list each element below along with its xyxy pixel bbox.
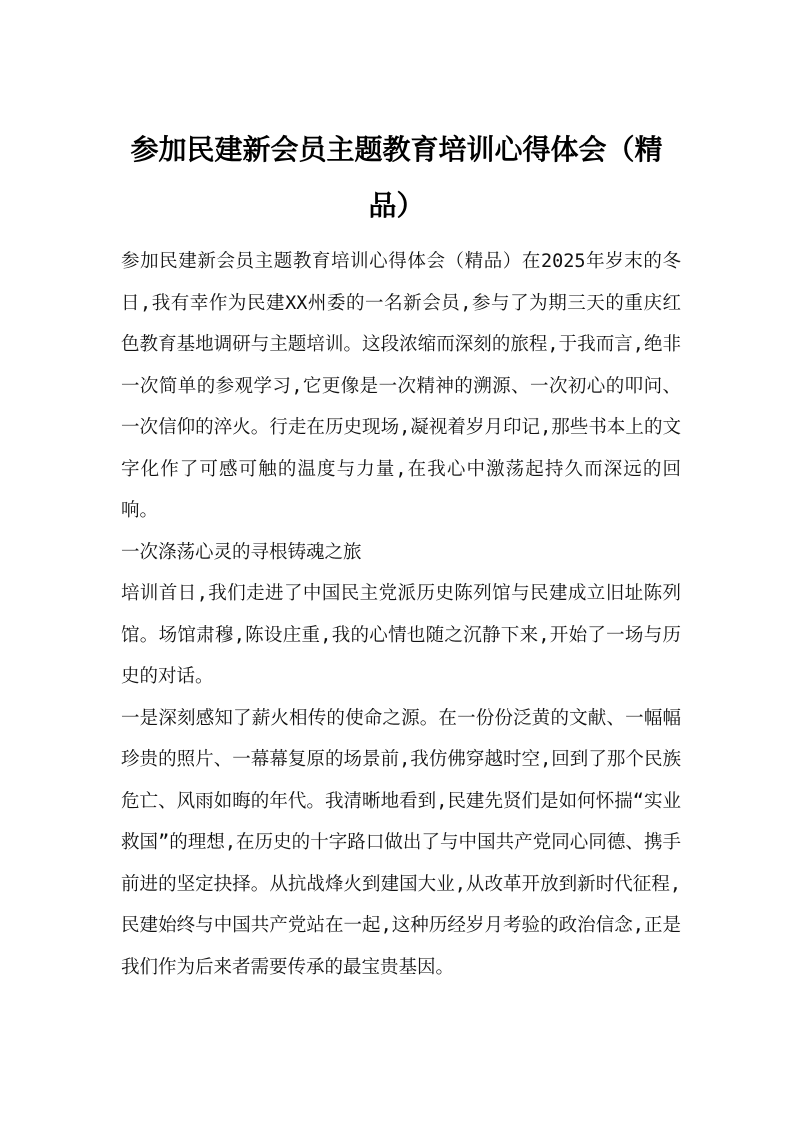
document-body	[121, 241, 681, 988]
paragraph-mission-source: 一是深刻感知了薪火相传的使命之源。在一份份泛黄的文献、一幅幅珍贵的照片、一幕幕复原的场景前,我仿佛穿越时空,回到了那个民族危亡、风雨如晦的年代。我清晰地看到,民建先贤们是如何怀揣“实业救国”的理想,在历史的十字路口做出了与中国共产党同心同德、携手前进的坚定抉择。从抗战烽火到建国大业,从改革开放到新时代征程,民建始终与中国共产党站在一起,这种历经岁月考验的政治信念,正是我们作为后来者需要传承的最宝贵基因。	[121, 707, 681, 978]
paragraph-first-day: 培训首日,我们走进了中国民主党派历史陈列馆与民建成立旧址陈列馆。场馆肃穆,陈设庄重,我的心情也随之沉静下来,开始了一场与历史的对话。	[121, 583, 681, 687]
section-heading: 一次涤荡心灵的寻根铸魂之旅	[121, 541, 362, 563]
paragraph-intro: 参加民建新会员主题教育培训心得体会（精品）在2025年岁末的冬日,我有幸作为民建XX州委的一名新会员,参与了为期三天的重庆红色教育基地调研与主题培训。这段浓缩而深刻的旅程,于我而言,绝非一次简单的参观学习,它更像是一次精神的溯源、一次初心的叩问、一次信仰的淬火。行走在历史现场,凝视着岁月印记,那些书本上的文字化作了可感可触的温度与力量,在我心中激荡起持久而深远的回响。	[121, 251, 681, 521]
document-title: 参加民建新会员主题教育培训心得体会（精品）	[130, 133, 663, 222]
